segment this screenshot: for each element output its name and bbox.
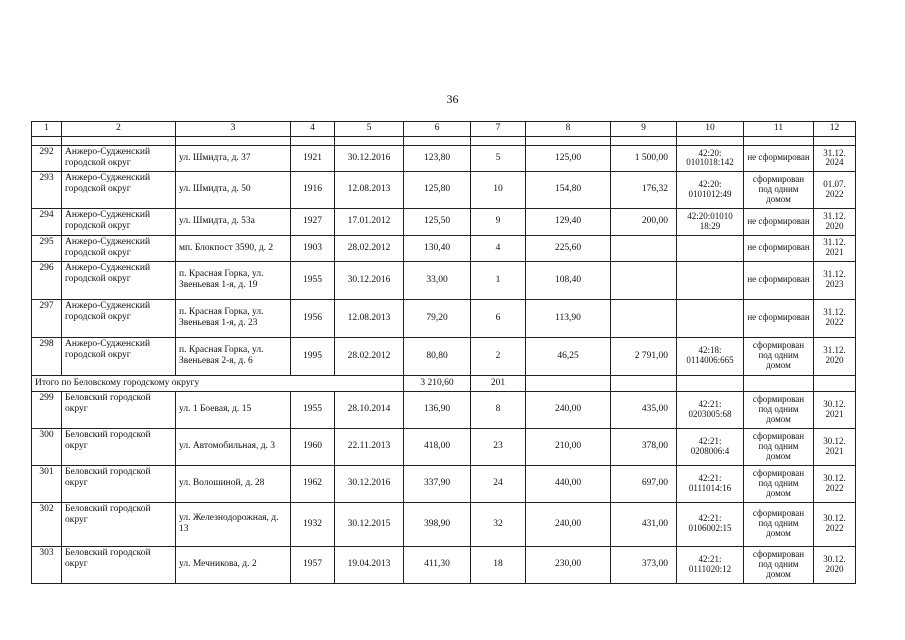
recognition-date: 22.11.2013 — [335, 428, 404, 465]
row-number: 295 — [32, 235, 62, 261]
column-9-value: 697,00 — [611, 465, 677, 502]
build-year: 1927 — [291, 208, 335, 235]
column-8-value: 125,00 — [526, 146, 611, 172]
build-year: 1955 — [291, 391, 335, 428]
land-status: сформирован под одним домом — [744, 465, 814, 502]
recognition-date: 28.10.2014 — [335, 391, 404, 428]
recognition-date: 12.08.2013 — [335, 299, 404, 337]
living-area: 130,40 — [404, 235, 471, 261]
recognition-date: 30.12.2015 — [335, 502, 404, 546]
row-number: 297 — [32, 299, 62, 337]
column-8-value: 225,60 — [526, 235, 611, 261]
resettlement-deadline: 31.12. 2020 — [814, 208, 856, 235]
table-row — [32, 428, 856, 465]
column-9-value — [611, 299, 677, 337]
residents-count: 6 — [471, 299, 526, 337]
land-status: сформирован под одним домом — [744, 546, 814, 583]
column-9-value: 378,00 — [611, 428, 677, 465]
column-number: 2 — [62, 122, 176, 137]
living-area: 33,00 — [404, 261, 471, 299]
cadastral-number — [677, 261, 744, 299]
subtotal-label: Итого по Беловскому городскому округу — [32, 375, 404, 391]
cadastral-number: 42:21: 0111014:16 — [677, 465, 744, 502]
table-row — [32, 337, 856, 375]
cadastral-number: 42:20:01010 18:29 — [677, 208, 744, 235]
build-year: 1916 — [291, 171, 335, 208]
column-9-value: 1 500,00 — [611, 146, 677, 172]
resettlement-deadline: 01.07. 2022 — [814, 171, 856, 208]
residents-count: 2 — [471, 337, 526, 375]
living-area: 79,20 — [404, 299, 471, 337]
column-9-value: 431,00 — [611, 502, 677, 546]
resettlement-deadline: 31.12. 2021 — [814, 235, 856, 261]
build-year: 1995 — [291, 337, 335, 375]
build-year: 1960 — [291, 428, 335, 465]
column-number: 8 — [526, 122, 611, 137]
column-number: 1 — [32, 122, 62, 137]
column-9-value — [611, 261, 677, 299]
column-8-value: 240,00 — [526, 391, 611, 428]
residents-count: 4 — [471, 235, 526, 261]
row-number: 294 — [32, 208, 62, 235]
resettlement-deadline: 31.12. 2024 — [814, 146, 856, 172]
land-status: не сформирован — [744, 146, 814, 172]
land-status: не сформирован — [744, 208, 814, 235]
column-number: 6 — [404, 122, 471, 137]
build-year: 1932 — [291, 502, 335, 546]
column-8-value: 46,25 — [526, 337, 611, 375]
municipality: Анжеро-Судженский городской округ — [62, 337, 176, 375]
row-number: 299 — [32, 391, 62, 428]
header-gap-row — [32, 137, 856, 146]
housing-register-table — [31, 121, 856, 584]
address: п. Красная Горка, ул. Звеньевая 1-я, д. 23 — [176, 299, 291, 337]
recognition-date: 17.01.2012 — [335, 208, 404, 235]
table-row — [32, 546, 856, 583]
column-8-value: 154,80 — [526, 171, 611, 208]
table-row — [32, 146, 856, 172]
cadastral-number: 42:21: 0208006:4 — [677, 428, 744, 465]
resettlement-deadline: 30.12. 2021 — [814, 428, 856, 465]
column-8-value: 108,40 — [526, 261, 611, 299]
column-8-value: 230,00 — [526, 546, 611, 583]
address: ул. Волошиной, д. 28 — [176, 465, 291, 502]
column-8-value: 210,00 — [526, 428, 611, 465]
living-area: 337,90 — [404, 465, 471, 502]
subtotal-residents: 201 — [471, 375, 526, 391]
address: ул. Шмидта, д. 53а — [176, 208, 291, 235]
living-area: 136,90 — [404, 391, 471, 428]
build-year: 1921 — [291, 146, 335, 172]
row-number: 303 — [32, 546, 62, 583]
address: ул. Железнодорожная, д. 13 — [176, 502, 291, 546]
column-number-row — [32, 122, 856, 137]
recognition-date: 30.12.2016 — [335, 261, 404, 299]
residents-count: 24 — [471, 465, 526, 502]
cadastral-number: 42:21: 0203005:68 — [677, 391, 744, 428]
table-row — [32, 261, 856, 299]
municipality: Анжеро-Судженский городской округ — [62, 146, 176, 172]
row-number: 296 — [32, 261, 62, 299]
column-number: 3 — [176, 122, 291, 137]
row-number: 292 — [32, 146, 62, 172]
resettlement-deadline: 30.12. 2021 — [814, 391, 856, 428]
column-number: 10 — [677, 122, 744, 137]
municipality: Беловский городской округ — [62, 428, 176, 465]
address: ул. Мечникова, д. 2 — [176, 546, 291, 583]
municipality: Беловский городской округ — [62, 391, 176, 428]
residents-count: 5 — [471, 146, 526, 172]
living-area: 125,50 — [404, 208, 471, 235]
address: ул. 1 Боевая, д. 15 — [176, 391, 291, 428]
column-9-value: 200,00 — [611, 208, 677, 235]
cadastral-number: 42:21: 0111020:12 — [677, 546, 744, 583]
residents-count: 23 — [471, 428, 526, 465]
column-8-value: 129,40 — [526, 208, 611, 235]
build-year: 1957 — [291, 546, 335, 583]
cadastral-number: 42:18: 0114006:665 — [677, 337, 744, 375]
column-8-value: 440,00 — [526, 465, 611, 502]
land-status: не сформирован — [744, 235, 814, 261]
living-area: 80,80 — [404, 337, 471, 375]
resettlement-deadline: 30.12. 2020 — [814, 546, 856, 583]
page-number: 36 — [446, 92, 459, 106]
municipality: Беловский городской округ — [62, 465, 176, 502]
column-number: 11 — [744, 122, 814, 137]
municipality: Беловский городской округ — [62, 502, 176, 546]
cadastral-number — [677, 235, 744, 261]
row-number: 302 — [32, 502, 62, 546]
recognition-date: 30.12.2016 — [335, 146, 404, 172]
land-status: не сформирован — [744, 261, 814, 299]
residents-count: 9 — [471, 208, 526, 235]
build-year: 1956 — [291, 299, 335, 337]
living-area: 398,90 — [404, 502, 471, 546]
residents-count: 8 — [471, 391, 526, 428]
column-9-value: 176,32 — [611, 171, 677, 208]
column-9-value: 435,00 — [611, 391, 677, 428]
living-area: 123,80 — [404, 146, 471, 172]
cadastral-number: 42:21: 0106002:15 — [677, 502, 744, 546]
table-row — [32, 465, 856, 502]
recognition-date: 30.12.2016 — [335, 465, 404, 502]
table-row — [32, 171, 856, 208]
address: п. Красная Горка, ул. Звеньевая 2-я, д. 6 — [176, 337, 291, 375]
table-row — [32, 299, 856, 337]
address: ул. Автомобильная, д. 3 — [176, 428, 291, 465]
row-number: 301 — [32, 465, 62, 502]
cadastral-number: 42:20: 0101018:142 — [677, 146, 744, 172]
row-number: 298 — [32, 337, 62, 375]
resettlement-deadline: 31.12. 2020 — [814, 337, 856, 375]
municipality: Анжеро-Судженский городской округ — [62, 208, 176, 235]
recognition-date: 19.04.2013 — [335, 546, 404, 583]
address: ул. Шмидта, д. 50 — [176, 171, 291, 208]
table-body — [32, 122, 856, 584]
column-9-value — [611, 235, 677, 261]
recognition-date: 12.08.2013 — [335, 171, 404, 208]
land-status: сформирован под одним домом — [744, 337, 814, 375]
table-row — [32, 391, 856, 428]
land-status: сформирован под одним домом — [744, 171, 814, 208]
recognition-date: 28.02.2012 — [335, 337, 404, 375]
land-status: сформирован под одним домом — [744, 502, 814, 546]
municipality: Анжеро-Судженский городской округ — [62, 235, 176, 261]
municipality: Анжеро-Судженский городской округ — [62, 171, 176, 208]
row-number: 293 — [32, 171, 62, 208]
table-row — [32, 208, 856, 235]
table-row — [32, 502, 856, 546]
cadastral-number — [677, 299, 744, 337]
table-row — [32, 235, 856, 261]
column-number: 5 — [335, 122, 404, 137]
column-number: 7 — [471, 122, 526, 137]
living-area: 418,00 — [404, 428, 471, 465]
resettlement-deadline: 31.12. 2023 — [814, 261, 856, 299]
recognition-date: 28.02.2012 — [335, 235, 404, 261]
municipality: Анжеро-Судженский городской округ — [62, 299, 176, 337]
subtotal-area: 3 210,60 — [404, 375, 471, 391]
residents-count: 18 — [471, 546, 526, 583]
row-number: 300 — [32, 428, 62, 465]
column-8-value: 240,00 — [526, 502, 611, 546]
resettlement-deadline: 31.12. 2022 — [814, 299, 856, 337]
build-year: 1962 — [291, 465, 335, 502]
address: п. Красная Горка, ул. Звеньевая 1-я, д. 19 — [176, 261, 291, 299]
column-number: 12 — [814, 122, 856, 137]
living-area: 125,80 — [404, 171, 471, 208]
cadastral-number: 42:20: 0101012:49 — [677, 171, 744, 208]
column-number: 4 — [291, 122, 335, 137]
municipality: Анжеро-Судженский городской округ — [62, 261, 176, 299]
land-status: сформирован под одним домом — [744, 391, 814, 428]
column-9-value: 2 791,00 — [611, 337, 677, 375]
resettlement-deadline: 30.12. 2022 — [814, 465, 856, 502]
subtotal-row — [32, 375, 856, 391]
build-year: 1955 — [291, 261, 335, 299]
address: ул. Шмидта, д. 37 — [176, 146, 291, 172]
residents-count: 1 — [471, 261, 526, 299]
column-number: 9 — [611, 122, 677, 137]
resettlement-deadline: 30.12. 2022 — [814, 502, 856, 546]
build-year: 1903 — [291, 235, 335, 261]
municipality: Беловский городской округ — [62, 546, 176, 583]
address: мп. Блокпост 3590, д. 2 — [176, 235, 291, 261]
column-9-value: 373,00 — [611, 546, 677, 583]
residents-count: 32 — [471, 502, 526, 546]
land-status: не сформирован — [744, 299, 814, 337]
column-8-value: 113,90 — [526, 299, 611, 337]
land-status: сформирован под одним домом — [744, 428, 814, 465]
living-area: 411,30 — [404, 546, 471, 583]
residents-count: 10 — [471, 171, 526, 208]
